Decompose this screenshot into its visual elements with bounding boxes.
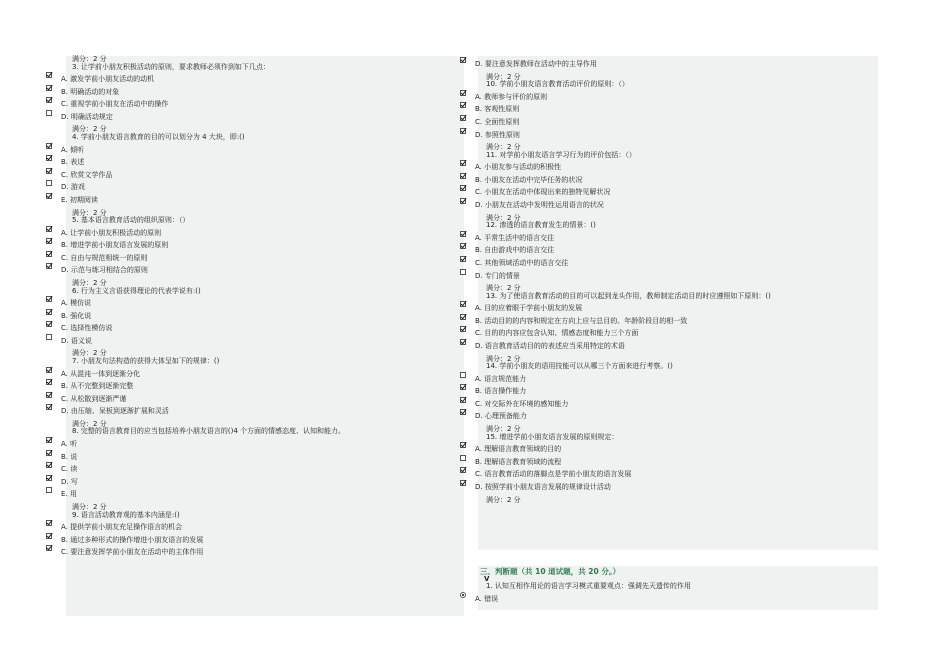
radio-button[interactable]: [460, 592, 466, 598]
checked-checkbox[interactable]: [46, 85, 52, 91]
question-meta: [44, 217, 462, 225]
unchecked-checkbox[interactable]: [46, 334, 52, 340]
question-text: 4. 学前小朋友语言教育的目的可以划分为 4 大块，即:(): [72, 132, 245, 141]
checked-checkbox[interactable]: [46, 238, 52, 244]
unchecked-checkbox[interactable]: [46, 110, 52, 116]
option-label: D. 要注意发挥教师在活动中的主导作用: [475, 60, 597, 69]
answer-option[interactable]: [44, 371, 462, 379]
answer-option[interactable]: [458, 94, 876, 102]
option-label: A. 小朋友参与活动的积极性: [475, 163, 562, 172]
option-label: D. 语义说: [61, 336, 92, 345]
question-text: 满分：2 分: [72, 419, 107, 428]
answer-option[interactable]: [44, 338, 462, 346]
checked-checkbox[interactable]: [46, 97, 52, 103]
unchecked-checkbox[interactable]: [46, 487, 52, 493]
option-label: A. 教师参与评价的原则: [475, 92, 548, 101]
answer-option[interactable]: [44, 466, 462, 474]
unchecked-checkbox[interactable]: [460, 269, 466, 275]
option-label: A. 错误: [475, 594, 499, 603]
answer-option[interactable]: [458, 343, 876, 351]
option-label: C. 要注意发挥学前小朋友在活动中的主体作用: [61, 548, 204, 557]
option-label: D. 按照学前小朋友语言发展的规律设计活动: [475, 482, 611, 491]
unchecked-checkbox[interactable]: [46, 180, 52, 186]
answer-option[interactable]: [458, 189, 876, 197]
answer-option[interactable]: [44, 408, 462, 416]
checked-checkbox[interactable]: [460, 339, 466, 345]
checked-checkbox[interactable]: [46, 392, 52, 398]
option-label: B. 活动目的的内容和规定在方向上应与总目的、年龄阶段目的相一致: [475, 316, 688, 325]
option-label: E. 初期阅读: [61, 195, 98, 204]
answer-option[interactable]: [458, 446, 876, 454]
option-label: C. 读: [61, 465, 78, 474]
question-text: 满分：2 分: [72, 55, 107, 63]
question-meta: [44, 64, 462, 72]
answer-option[interactable]: [44, 491, 462, 499]
option-label: C. 小朋友在活动中体现出来的独特见解状况: [475, 188, 611, 197]
option-label: D. 示范与练习相结合的原则: [61, 266, 148, 275]
answer-option[interactable]: [44, 230, 462, 238]
option-label: B. 自由游戏中的语言交往: [475, 246, 555, 255]
answer-option[interactable]: [458, 202, 876, 210]
option-label: D. 由压缩、呆板到逐渐扩展和灵活: [61, 407, 169, 416]
question-text: 11. 对学前小朋友语言学习行为的评价包括：（）: [486, 150, 636, 159]
checked-checkbox[interactable]: [460, 102, 466, 108]
checked-checkbox[interactable]: [46, 545, 52, 551]
question-text: 1. 认知互相作用论的语言学习模式重要观点：强调先天遗传的作用: [486, 582, 691, 590]
option-label: C. 欣赏文学作品: [61, 170, 113, 179]
checked-checkbox[interactable]: [46, 193, 52, 199]
option-label: D. 心理预备能力: [475, 412, 527, 421]
answer-option[interactable]: [44, 300, 462, 308]
checked-checkbox[interactable]: [460, 90, 466, 96]
checked-checkbox[interactable]: [46, 437, 52, 443]
checked-checkbox[interactable]: [460, 384, 466, 390]
option-label: A. 让学前小朋友积极活动的原则: [61, 228, 162, 237]
checked-checkbox[interactable]: [46, 533, 52, 539]
answer-option[interactable]: [458, 106, 876, 114]
option-label: B. 客观性原则: [475, 105, 520, 114]
option-label: B. 强化说: [61, 311, 92, 320]
unchecked-checkbox[interactable]: [460, 372, 466, 378]
answer-option[interactable]: [44, 549, 462, 557]
checked-checkbox[interactable]: [46, 309, 52, 315]
answer-option[interactable]: [44, 184, 462, 192]
question-meta: [458, 81, 876, 89]
answer-option[interactable]: [458, 247, 876, 255]
option-label: A. 平常生活中的语言交往: [475, 233, 555, 242]
answer-option[interactable]: [44, 255, 462, 263]
question-text: 13. 为了使语言教育活动的目的可以起到龙头作用，教师制定活动目的时应遵照如下原则：(): [486, 291, 771, 300]
checked-checkbox[interactable]: [460, 467, 466, 473]
option-label: E. 用: [61, 490, 77, 499]
question-text: 6. 行为主义言语获得理论的代表学说有:(): [72, 286, 201, 295]
answer-option[interactable]: [44, 114, 462, 122]
answer-option[interactable]: [44, 441, 462, 449]
answer-option[interactable]: [458, 401, 876, 409]
answer-option[interactable]: [458, 388, 876, 396]
checked-checkbox[interactable]: [460, 128, 466, 134]
answer-option[interactable]: [44, 242, 462, 250]
answer-option[interactable]: [458, 484, 876, 492]
option-label: B. 通过多种形式的操作增进小朋友语言的发展: [61, 535, 204, 544]
question-text: 满分：2 分: [486, 354, 521, 363]
answer-option[interactable]: [458, 330, 876, 338]
answer-option[interactable]: [44, 524, 462, 532]
checked-checkbox[interactable]: [46, 263, 52, 269]
answer-option[interactable]: [458, 164, 876, 172]
question-meta: [458, 497, 876, 505]
unchecked-checkbox[interactable]: [460, 455, 466, 461]
answer-option[interactable]: [44, 537, 462, 545]
question-meta: [458, 222, 876, 230]
question-text: 满分：2 分: [486, 143, 521, 152]
checked-checkbox[interactable]: [46, 168, 52, 174]
checked-checkbox[interactable]: [460, 397, 466, 403]
option-label: B. 增进学前小朋友语言发展的原则: [61, 241, 169, 250]
checked-checkbox[interactable]: [46, 72, 52, 78]
question-meta: [458, 293, 876, 301]
question-meta: [458, 363, 876, 371]
checked-checkbox[interactable]: [46, 321, 52, 327]
question-meta: [44, 288, 462, 296]
answer-option[interactable]: [458, 235, 876, 243]
option-label: C. 全面性原则: [475, 117, 520, 126]
option-label: B. 小朋友在活动中完毕任务的状况: [475, 175, 583, 184]
checked-checkbox[interactable]: [460, 231, 466, 237]
answer-option[interactable]: [44, 479, 462, 487]
answer-option[interactable]: [458, 177, 876, 185]
checked-checkbox[interactable]: [46, 155, 52, 161]
option-label: B. 说: [61, 452, 78, 461]
checked-checkbox[interactable]: [460, 301, 466, 307]
question-text: 满分：2 分: [72, 503, 107, 511]
answer-option[interactable]: [458, 61, 876, 69]
option-label: C. 自由与规范相统一的原则: [61, 253, 148, 262]
option-label: A. 倾听: [61, 145, 85, 154]
checked-checkbox[interactable]: [460, 409, 466, 415]
question-text: 9. 语言活动教育观的基本内涵是:(): [72, 510, 180, 519]
question-text: 满分：2 分: [486, 72, 521, 81]
question-text: 8. 完整的语言教育目的应当包括培养小朋友语言的()4 个方面的情感态度、认知和能力。: [72, 427, 346, 436]
answer-option[interactable]: [44, 172, 462, 180]
answer-option[interactable]: [44, 101, 462, 109]
answer-option[interactable]: [44, 147, 462, 155]
answer-option[interactable]: [458, 413, 876, 421]
answer-option[interactable]: [458, 471, 876, 479]
option-label: D. 专门的情景: [475, 271, 520, 280]
question-meta: [458, 152, 876, 160]
checked-checkbox[interactable]: [460, 243, 466, 249]
checked-checkbox[interactable]: [460, 115, 466, 121]
option-label: A. 理解语言教育领域的目的: [475, 445, 562, 454]
question-text: 满分：2 分: [486, 425, 521, 434]
option-label: C. 对交际外在环境的感知能力: [475, 399, 569, 408]
question-text: 满分：2 分: [486, 495, 521, 504]
answer-option[interactable]: [44, 313, 462, 321]
checked-checkbox[interactable]: [460, 314, 466, 320]
checked-checkbox[interactable]: [46, 520, 52, 526]
answer-option[interactable]: [458, 260, 876, 268]
question-text: 满分：2 分: [486, 284, 521, 293]
option-label: C. 从松散到逐渐严谨: [61, 394, 127, 403]
question-text: 满分：2 分: [486, 213, 521, 222]
answer-option[interactable]: [44, 197, 462, 205]
answer-option[interactable]: [44, 267, 462, 275]
answer-option[interactable]: [44, 159, 462, 167]
question-text: 满分：2 分: [72, 125, 107, 134]
option-label: A. 激发学前小朋友活动的动机: [61, 75, 155, 84]
question-text: 15. 增进学前小朋友语言发展的原则规定：: [486, 432, 619, 441]
checked-checkbox[interactable]: [46, 462, 52, 468]
checked-checkbox[interactable]: [460, 480, 466, 486]
option-label: A. 语言规范能力: [475, 374, 527, 383]
question-text: 5. 基本语言教育活动的组织原则：（）: [72, 216, 190, 225]
checked-checkbox[interactable]: [460, 160, 466, 166]
question-text: 满分：2 分: [72, 279, 107, 287]
answer-option[interactable]: [458, 596, 876, 604]
question-meta: [44, 512, 462, 520]
option-label: D. 语言教育活动目的的表述应当采用特定的术语: [475, 341, 625, 350]
option-label: B. 语言操作能力: [475, 387, 527, 396]
question-meta: [44, 358, 462, 366]
question-meta: [458, 434, 876, 442]
question-text: 满分：2 分: [72, 349, 107, 358]
answer-option[interactable]: [458, 273, 876, 281]
section-title: 三、判断题（共 10 道试题，共 20 分。）: [480, 567, 621, 576]
option-label: A. 模仿说: [61, 299, 92, 308]
checked-checkbox[interactable]: [46, 475, 52, 481]
checked-checkbox[interactable]: [46, 143, 52, 149]
checked-checkbox[interactable]: [460, 185, 466, 191]
answer-option[interactable]: [44, 396, 462, 404]
left-column: [44, 56, 462, 557]
checked-checkbox[interactable]: [46, 450, 52, 456]
question-text: 3. 让学前小朋友积极活动的原则，要求教师必须作到如下几点：: [72, 62, 270, 71]
option-label: B. 表述: [61, 158, 85, 167]
judge-section: [458, 568, 876, 603]
answer-option[interactable]: [44, 89, 462, 97]
section-marker: V: [484, 574, 490, 583]
option-label: C. 选择性模仿说: [61, 324, 113, 333]
option-label: B. 明确活动的对象: [61, 87, 120, 96]
option-label: D. 小朋友在活动中发明性运用语言的状况: [475, 201, 604, 210]
checked-checkbox[interactable]: [46, 367, 52, 373]
option-label: C. 目的的内容应包含认知、情感态度和能力三个方面: [475, 329, 639, 338]
answer-option[interactable]: [458, 318, 876, 326]
question-text: 10. 学前小朋友语言教育活动评价的原则：（）: [486, 80, 629, 89]
answer-option[interactable]: [44, 383, 462, 391]
checked-checkbox[interactable]: [460, 256, 466, 262]
option-label: D. 写: [61, 477, 78, 486]
option-label: D. 游戏: [61, 183, 85, 192]
question-text: 7. 小朋友句法构造的获得大体呈如下的规律：(): [72, 356, 220, 365]
answer-option[interactable]: [458, 376, 876, 384]
answer-option[interactable]: [44, 454, 462, 462]
checked-checkbox[interactable]: [46, 296, 52, 302]
question-meta: [44, 134, 462, 142]
question-text: 12. 渗透的语言教育发生的情景：(): [486, 221, 596, 230]
checked-checkbox[interactable]: [460, 173, 466, 179]
answer-option[interactable]: [458, 459, 876, 467]
option-label: D. 参照性原则: [475, 130, 520, 139]
question-meta: [44, 428, 462, 436]
option-label: A. 目的应着眼于学前小朋友的发展: [475, 304, 583, 313]
option-label: C. 重视学前小朋友在活动中的操作: [61, 100, 169, 109]
option-label: B. 理解语言教育领域的流程: [475, 457, 562, 466]
right-column: [458, 56, 876, 504]
answer-option[interactable]: [44, 76, 462, 84]
checked-checkbox[interactable]: [460, 326, 466, 332]
question-text: 满分：2 分: [72, 208, 107, 217]
answer-option[interactable]: [458, 305, 876, 313]
checked-checkbox[interactable]: [46, 404, 52, 410]
checked-checkbox[interactable]: [46, 379, 52, 385]
answer-option[interactable]: [44, 325, 462, 333]
question-text: 14. 学前小朋友的语用技能可以从哪三个方面来进行考察。(): [486, 362, 673, 371]
checked-checkbox[interactable]: [460, 57, 466, 63]
checked-checkbox[interactable]: [46, 226, 52, 232]
checked-checkbox[interactable]: [460, 442, 466, 448]
answer-option[interactable]: [458, 132, 876, 140]
answer-option[interactable]: [458, 119, 876, 127]
option-label: A. 从混沌一体到逐渐分化: [61, 369, 141, 378]
option-label: D. 明确活动规定: [61, 112, 113, 121]
checked-checkbox[interactable]: [460, 198, 466, 204]
option-label: A. 听: [61, 440, 78, 449]
option-label: C. 语言教育活动的落脚点是学前小朋友的语言发展: [475, 470, 632, 479]
checked-checkbox[interactable]: [46, 251, 52, 257]
option-label: C. 其他领域活动中的语言交往: [475, 258, 569, 267]
option-label: A. 提供学前小朋友充足操作语言的机会: [61, 523, 183, 532]
option-label: B. 从不完整到逐渐完整: [61, 382, 134, 391]
